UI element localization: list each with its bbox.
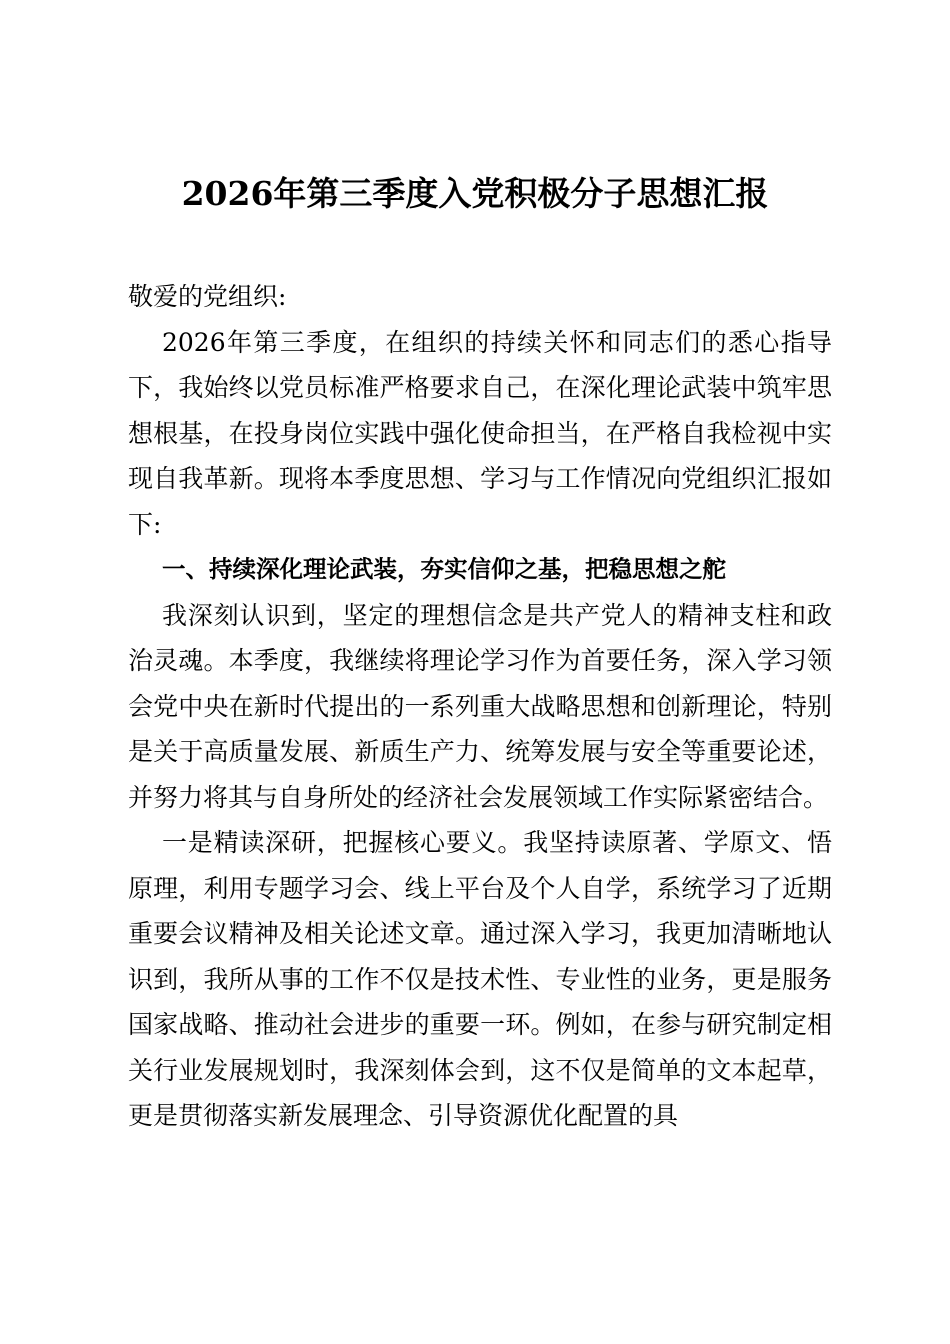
intro-paragraph: 2026年第三季度，在组织的持续关怀和同志们的悉心指导下，我始终以党员标准严格要求自己，在深化理论武装中筑牢思想根基，在投身岗位实践中强化使命担当，在严格自我检视中实现自我革新。现将本季度思想、学习与工作情况向党组织汇报如下: (128, 327, 832, 539)
body-paragraph: 我深刻认识到，坚定的理想信念是共产党人的精神支柱和政治灵魂。本季度，我继续将理论学习作为首要任务，深入学习领会党中央在新时代提出的一系列重大战略思想和创新理论，特别是关于高质量发展、新质生产力、统筹发展与安全等重要论述，并努力将其与自身所处的经济社会发展领域工作实际紧密结合。 (128, 600, 832, 812)
document-body (128, 274, 832, 1139)
document-title: 2026年第三季度入党积极分子思想汇报 (181, 174, 769, 213)
section-heading: 一、持续深化理论武装，夯实信仰之基，把稳思想之舵 (162, 555, 726, 583)
salutation: 敬爱的党组织: (128, 282, 287, 311)
body-paragraph: 一是精读深研，把握核心要义。我坚持读原著、学原文、悟原理，利用专题学习会、线上平台及个人自学，系统学习了近期重要会议精神及相关论述文章。通过深入学习，我更加清晰地认识到，我所从事的工作不仅是技术性、专业性的业务，更是服务国家战略、推动社会进步的重要一环。例如，在参与研究制定相关行业发展规划时，我深刻体会到，这不仅是简单的文本起草，更是贯彻落实新发展理念、引导资源优化配置的具 (128, 828, 832, 1130)
